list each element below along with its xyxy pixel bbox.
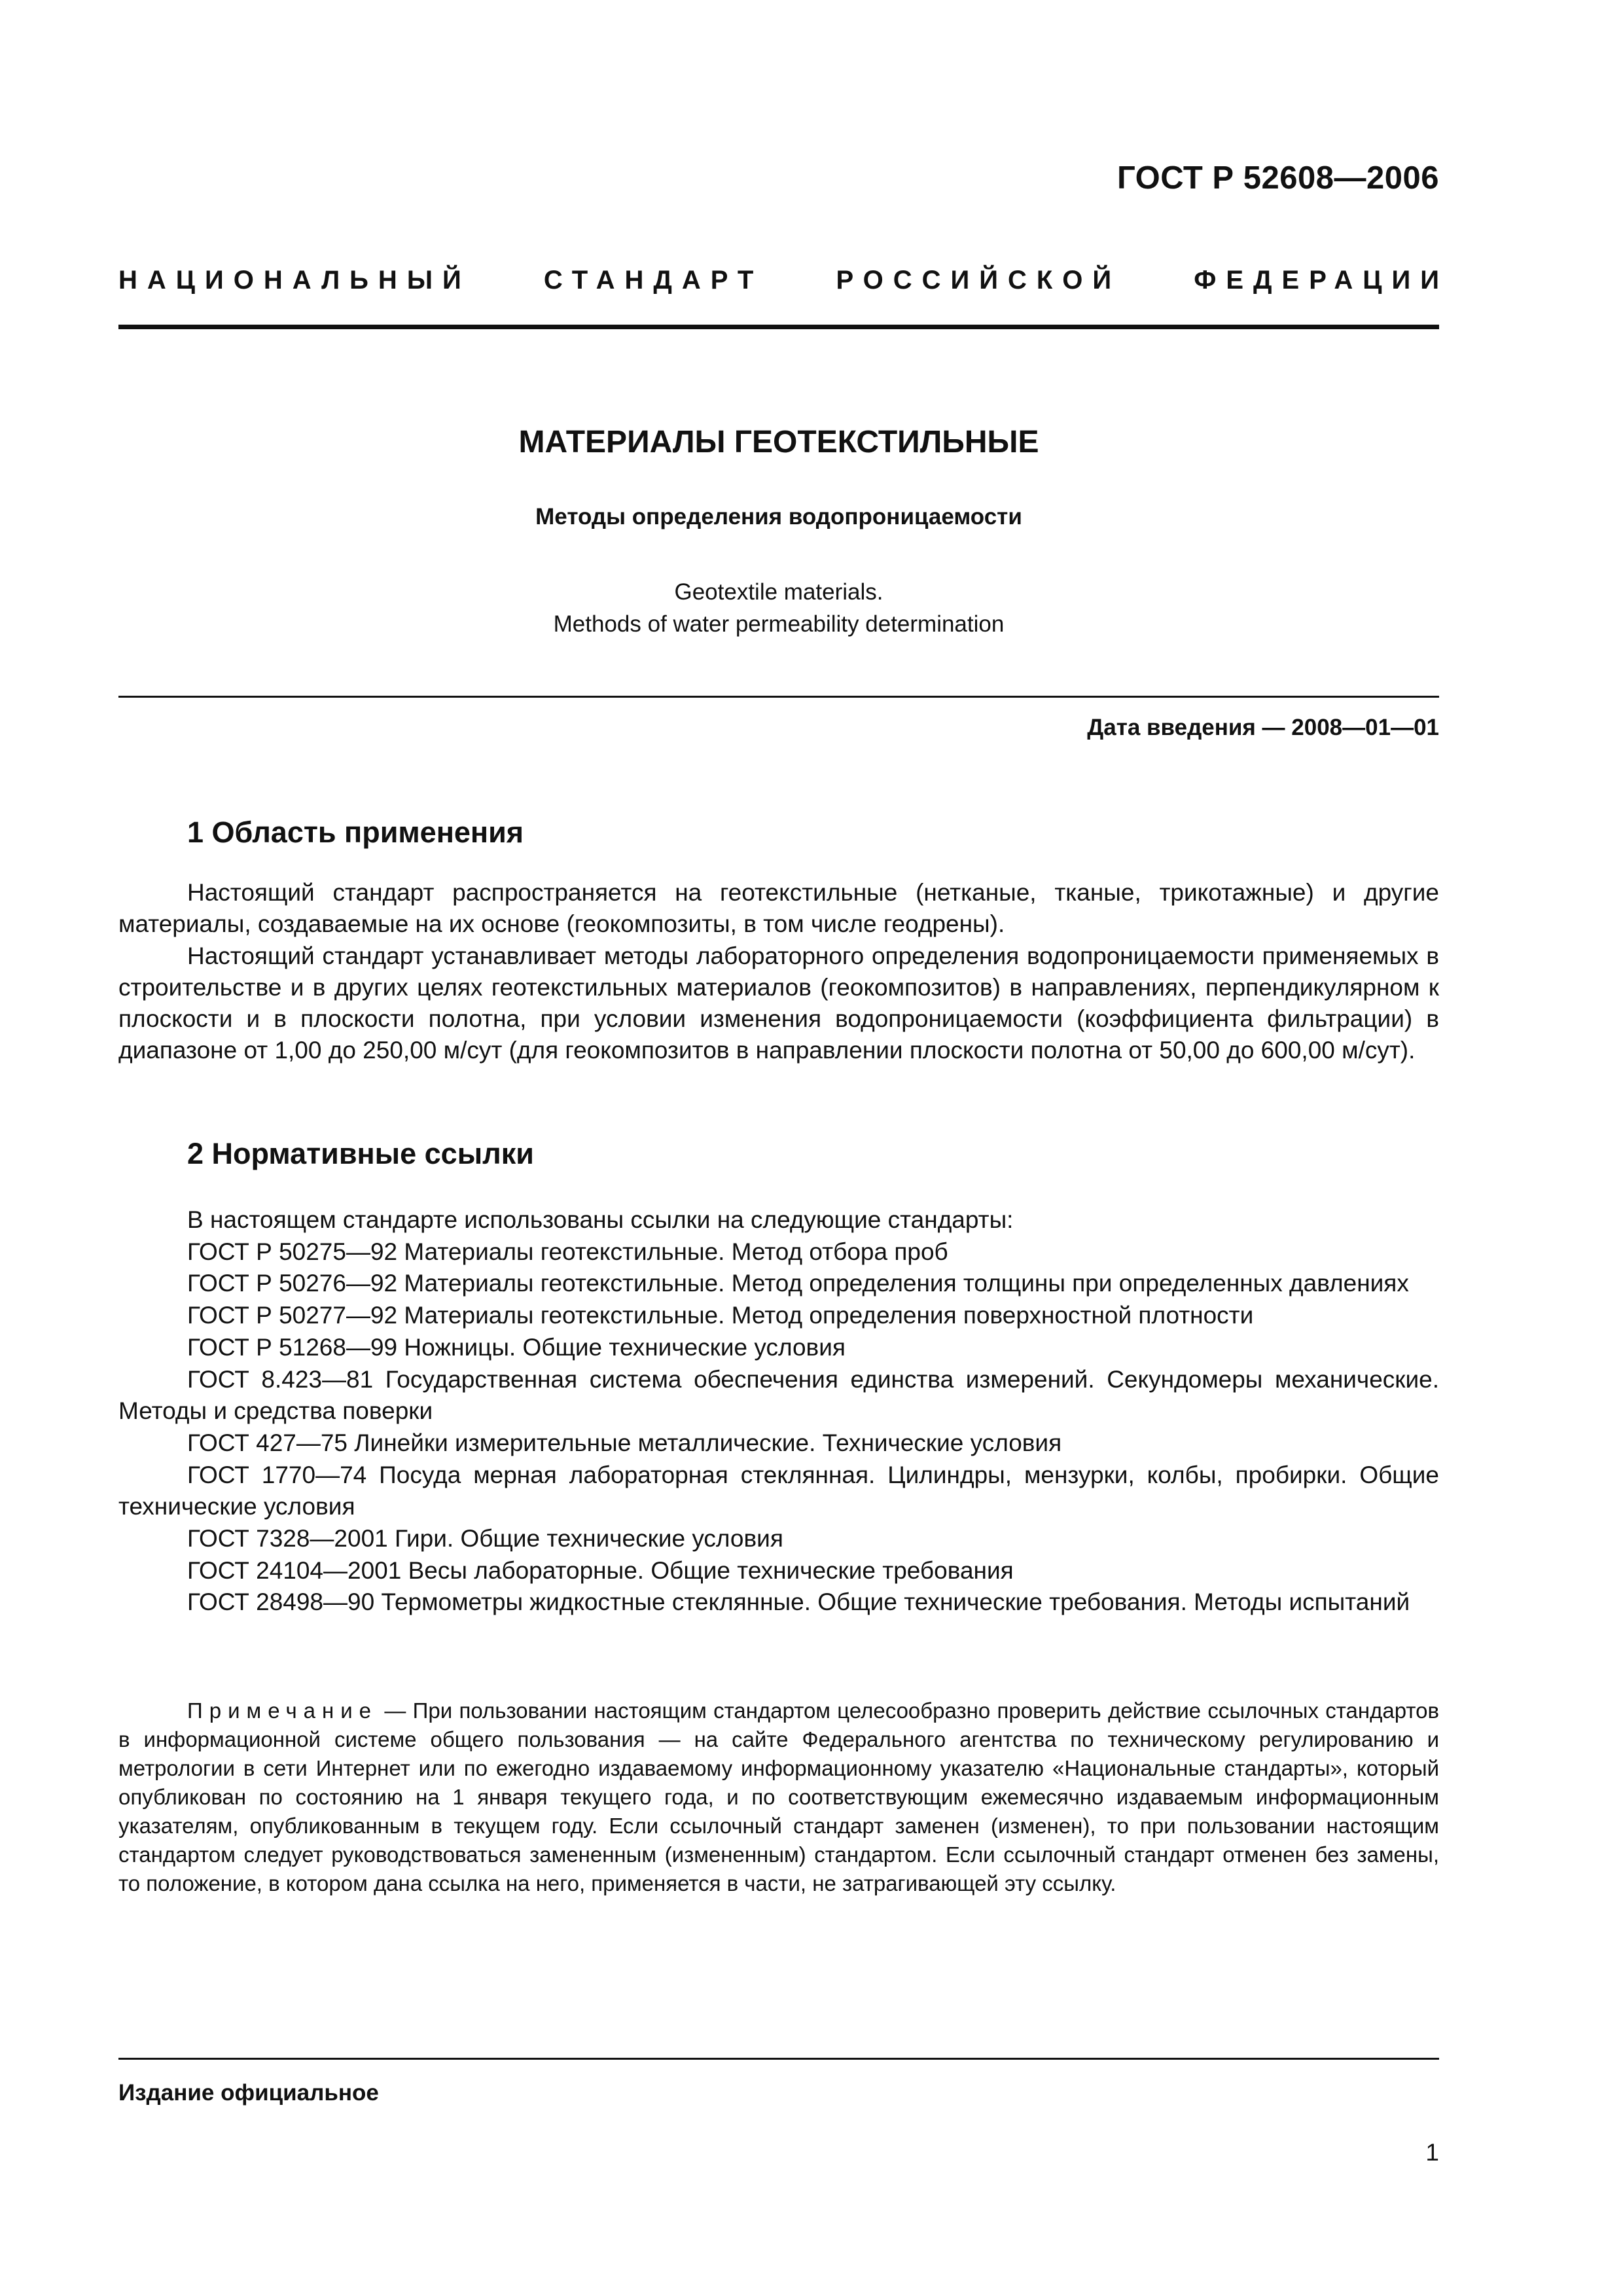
footer-rule [118,2058,1439,2060]
reference-item: ГОСТ 8.423—81 Государственная система обеспечения единства измерений. Секундомеры механические. Методы и средства поверки [118,1365,1439,1425]
document-subtitle: Методы определения водопроницаемости [535,504,1022,529]
reference-item: ГОСТ 1770—74 Посуда мерная лабораторная стеклянная. Цилиндры, мензурки, колбы, пробирки. Общие технические условия [118,1461,1439,1520]
header-rule [118,325,1439,329]
national-standard-word: СТАНДАРТ [543,266,764,295]
official-edition-label: Издание официальное [118,2080,379,2106]
references-note [118,1696,1439,1898]
note-text: — При пользовании настоящим стандартом целесообразно проверить действие ссылочных стандартов в информационной системе общего пользования — на сайте Федерального агентства по техническому регулированию и метрологии в сети Интернет или по ежегодно издаваемому информационному указателю «Национальные стандарты», который опубликован по состоянию на 1 января текущего года, и по соответствующим ежемесячно издаваемым информационным указателям, опубликованным в текущем году. Если ссылочный стандарт заменен (изменен), то при пользовании настоящим стандартом следует руководствоваться замененным (измененным) стандартом. Если ссылочный стандарт отменен без замены, то положение, в котором дана ссылка на него, применяется в части, не затрагивающей эту ссылку. [118,1698,1439,1895]
national-standard-word: РОССИЙСКОЙ [836,266,1122,295]
section-heading-normative-references: 2 Нормативные ссылки [187,1137,534,1170]
english-title [118,576,1439,640]
reference-item: ГОСТ 7328—2001 Гири. Общие технические условия [187,1525,783,1552]
references-intro: В настоящем стандарте использованы ссылки на следующие стандарты: [187,1206,1014,1233]
english-title-line: Geotextile materials. [674,579,883,605]
national-standard-line [118,266,1449,295]
reference-item: ГОСТ Р 50276—92 Материалы геотекстильные. Метод определения толщины при определенных давлениях [187,1270,1409,1297]
national-standard-word: ФЕДЕРАЦИИ [1194,266,1449,295]
national-standard-word: НАЦИОНАЛЬНЫЙ [118,266,471,295]
reference-item: ГОСТ 28498—90 Термометры жидкостные стеклянные. Общие технические требования. Методы испытаний [187,1588,1410,1616]
page-number: 1 [1425,2139,1439,2166]
reference-item: ГОСТ 427—75 Линейки измерительные металлические. Технические условия [187,1429,1062,1456]
note-label: Примечание [187,1698,378,1723]
scope-paragraph: Настоящий стандарт распространяется на геотекстильные (нетканые, тканые, трикотажные) и другие материалы, создаваемые на их основе (геокомпозиты, в том числе геодрены). [118,879,1439,937]
reference-item: ГОСТ 24104—2001 Весы лабораторные. Общие технические требования [187,1556,1014,1584]
reference-item: ГОСТ Р 51268—99 Ножницы. Общие технические условия [187,1333,846,1361]
gost-code: ГОСТ Р 52608—2006 [1116,160,1439,196]
document-title: МАТЕРИАЛЫ ГЕОТЕКСТИЛЬНЫЕ [518,425,1039,459]
english-title-line: Methods of water permeability determination [553,611,1005,637]
references-list [118,1204,1439,1619]
section-heading-scope: 1 Область применения [187,816,524,849]
title-rule [118,696,1439,698]
introduction-date: Дата введения — 2008—01—01 [1087,715,1439,740]
reference-item: ГОСТ Р 50277—92 Материалы геотекстильные. Метод определения поверхностной плотности [187,1302,1254,1329]
reference-item: ГОСТ Р 50275—92 Материалы геотекстильные. Метод отбора проб [187,1238,948,1265]
scope-paragraph: Настоящий стандарт устанавливает методы лабораторного определения водопроницаемости применяемых в строительстве и в других целях геотекстильных материалов (геокомпозитов) в направлениях, перпендикулярном к плоскости и в плоскости полотна, при условии изменения водопроницаемости (коэффициента фильтрации) в диапазоне от 1,00 до 250,00 м/сут (для геокомпозитов в направлении плоскости полотна от 50,00 до 600,00 м/сут). [118,942,1439,1064]
